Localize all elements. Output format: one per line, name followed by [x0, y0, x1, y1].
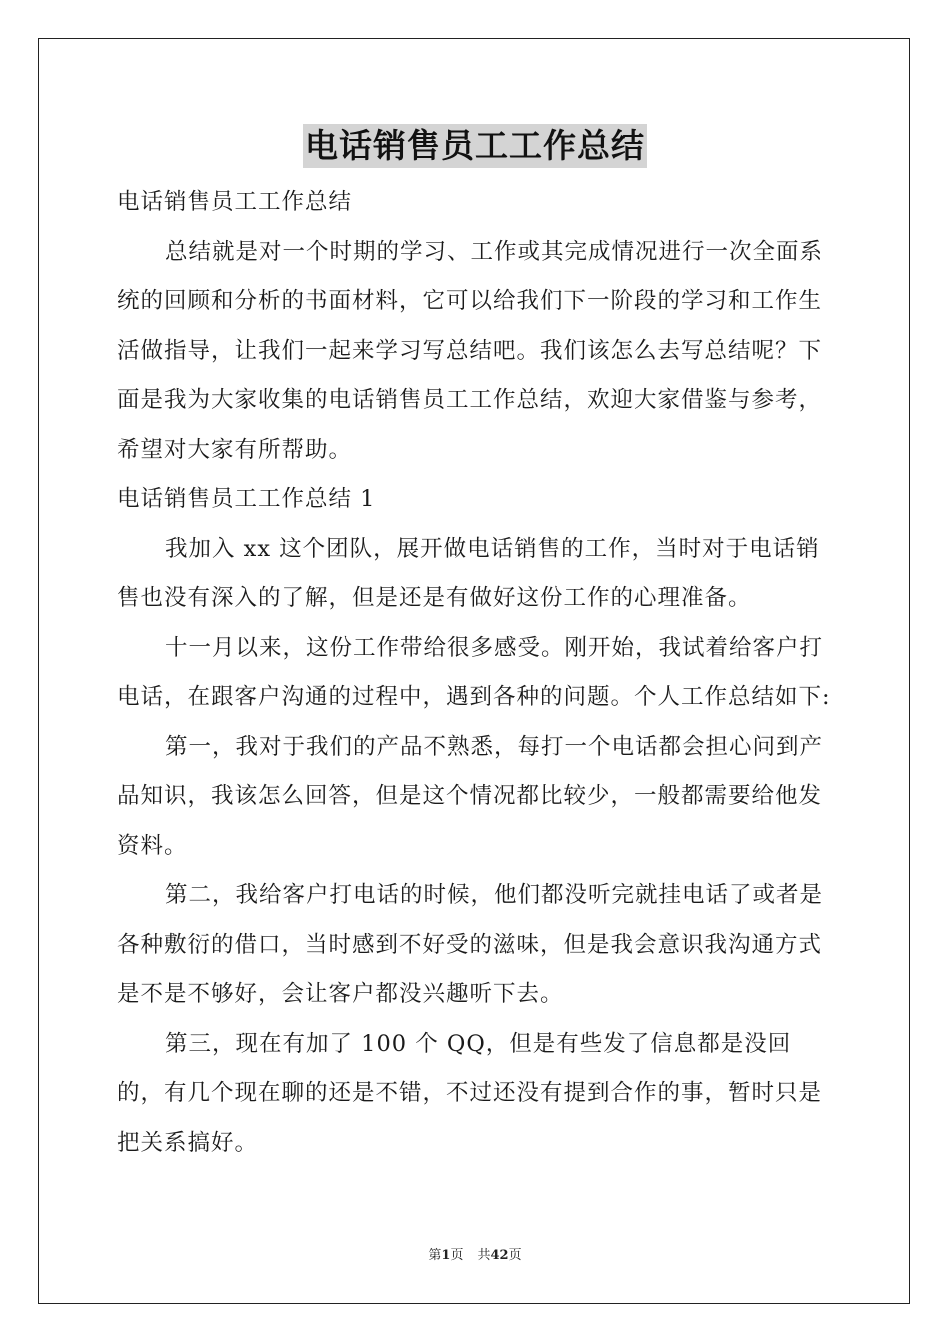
document-body — [117, 178, 837, 1168]
body-paragraph: 第三，现在有加了 100 个 QQ，但是有些发了信息都是没回的，有几个现在聊的还是不错，不过还没有提到合作的事，暂时只是把关系搞好。 — [117, 1030, 823, 1156]
page-footer — [0, 1246, 950, 1266]
intro-paragraph: 总结就是对一个时期的学习、工作或其完成情况进行一次全面系统的回顾和分析的书面材料，它可以给我们下一阶段的学习和工作生活做指导，让我们一起来学习写总结吧。我们该怎么去写总结呢？下面是我为大家收集的电话销售员工工作总结，欢迎大家借鉴与参考，希望对大家有所帮助。 — [117, 238, 824, 463]
section-heading: 电话销售员工工作总结 1 — [117, 486, 376, 512]
total-prefix: 共 — [477, 1248, 491, 1263]
body-paragraph: 我加入 xx 这个团队，展开做电话销售的工作，当时对于电话销售也没有深入的了解，但是还是有做好这份工作的心理准备。 — [117, 535, 820, 611]
body-paragraph: 第二，我给客户打电话的时候，他们都没听完就挂电话了或者是各种敷衍的借口，当时感到不好受的滋味，但是我会意识我沟通方式是不是不够好，会让客户都没兴趣听下去。 — [117, 882, 824, 1007]
page-suffix: 页 — [450, 1248, 464, 1263]
current-page-number: 1 — [441, 1248, 451, 1263]
total-suffix: 页 — [508, 1248, 522, 1263]
page-prefix: 第 — [428, 1248, 442, 1263]
body-paragraph: 十一月以来，这份工作带给很多感受。刚开始，我试着给客户打电话，在跟客户沟通的过程中，遇到各种的问题。个人工作总结如下: — [117, 634, 831, 710]
subtitle-paragraph: 电话销售员工工作总结 — [117, 189, 353, 215]
document-title: 电话销售员工工作总结 — [303, 124, 647, 168]
total-pages-number: 42 — [490, 1248, 509, 1263]
title-container — [0, 124, 950, 168]
body-paragraph: 第一，我对于我们的产品不熟悉，每打一个电话都会担心问到产品知识，我该怎么回答，但是这个情况都比较少，一般都需要给他发资料。 — [117, 733, 824, 859]
